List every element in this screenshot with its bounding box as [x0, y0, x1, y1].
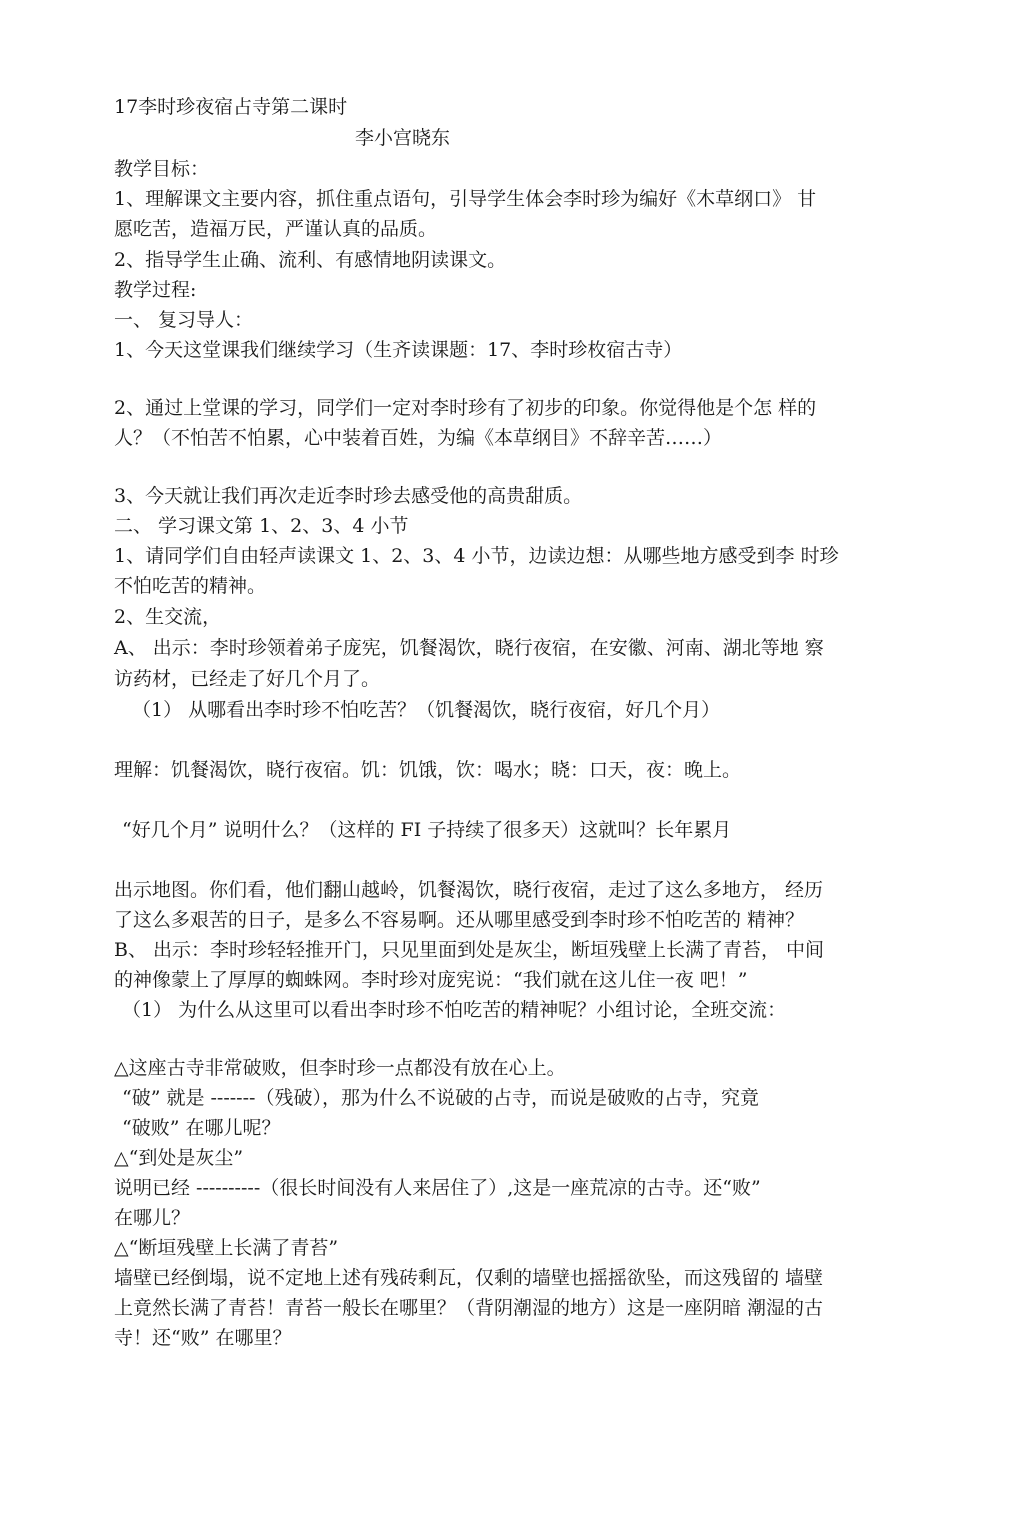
text-line: 墙壁已经倒塌，说不定地上述有残砖剩瓦，仅剩的墙壁也摇摇欲坠，而这残留的 墙壁	[114, 1267, 824, 1289]
text-line: 愿吃苦，造福万民，严谨认真的品质。	[114, 218, 438, 240]
text-line: 理解：饥餐渴饮，晓行夜宿。饥：饥饿，饮：喝水；晓：口天，夜：晚上。	[114, 759, 742, 781]
text-line: 1、今天这堂课我们继续学习（生齐读课题：17、李时珍枚宿古寺）	[114, 339, 683, 361]
text-line: B、 出示：李时珍轻轻推开门，只见里面到处是灰尘，断垣残壁上长满了青苔， 中间	[114, 939, 825, 961]
text-line: “破” 就是 -------（残破），那为什么不说破的占寺，而说是破败的占寺，究竟	[122, 1087, 759, 1109]
document-author: 李小宫晓东	[355, 127, 451, 149]
text-line: （1） 为什么从这里可以看出李时珍不怕吃苦的精神呢？小组讨论，全班交流：	[122, 999, 787, 1021]
text-line: △这座古寺非常破败，但李时珍一点都没有放在心上。	[114, 1057, 566, 1079]
text-line: 教学过程:	[114, 279, 197, 301]
text-line: 3、今天就让我们再次走近李时珍去感受他的高贵甜质。	[114, 485, 583, 507]
text-line: “破败” 在哪儿呢？	[122, 1117, 281, 1139]
text-line: A、 出示：李时珍领着弟子庞宪，饥餐渴饮，晓行夜宿，在安徽、河南、湖北等地 察	[114, 637, 824, 659]
text-line: 人？（不怕苦不怕累，心中装着百姓，为编《本草纲目》不辞辛苦……）	[114, 427, 723, 449]
text-line: 1、理解课文主要内容，抓住重点语句，引导学生体会李时珍为编好《木草纲口》 甘	[114, 188, 817, 210]
text-line: 出示地图。你们看，他们翻山越岭，饥餐渴饮，晓行夜宿，走过了这么多地方， 经历	[114, 879, 824, 901]
text-line: 2、生交流，	[114, 606, 222, 628]
text-line: 上竟然长满了青苔！青苔一般长在哪里？（背阴潮湿的地方）这是一座阴暗 潮湿的古	[114, 1297, 824, 1319]
text-line: 教学目标：	[114, 158, 210, 180]
text-line: 2、指导学生止确、流利、有感情地阴读课文。	[114, 249, 507, 271]
text-line: （1） 从哪看出李时珍不怕吃苦？（饥餐渴饮，晓行夜宿，好几个月）	[132, 699, 721, 721]
text-line: 寺！还“败” 在哪里？	[114, 1327, 292, 1349]
text-line: “好几个月” 说明什么？（这样的 FI 子持续了很多天）这就叫？长年累月	[122, 819, 732, 841]
text-line: △“断垣残壁上长满了青苔”	[114, 1237, 339, 1259]
text-line: 说明已经 ----------（很长时间没有人来居住了）,这是一座荒凉的古寺。还“败”	[114, 1177, 761, 1199]
text-line: 1、请同学们自由轻声读课文 1、2、3、4 小节，边读边想：从哪些地方感受到李 时珍	[114, 545, 839, 567]
text-line: 二、 学习课文第 1、2、3、4 小节	[114, 515, 409, 537]
text-line: △“到处是灰尘”	[114, 1147, 244, 1169]
document-title: 17李时珍夜宿占寺第二课时	[114, 96, 348, 118]
text-line: 在哪儿？	[114, 1207, 191, 1229]
text-line: 的神像蒙上了厚厚的蜘蛛网。李时珍对庞宪说：“我们就在这儿住一夜 吧！”	[114, 969, 748, 991]
text-line: 了这么多艰苦的日子，是多么不容易啊。还从哪里感受到李时珍不怕吃苦的 精神？	[114, 909, 805, 931]
text-line: 不怕吃苦的精神。	[114, 575, 267, 597]
text-line: 一、 复习导人：	[114, 309, 254, 331]
text-line: 访药材，已经走了好几个月了。	[114, 668, 381, 690]
text-line: 2、通过上堂课的学习，同学们一定对李时珍有了初步的印象。你觉得他是个怎 样的	[114, 397, 817, 419]
